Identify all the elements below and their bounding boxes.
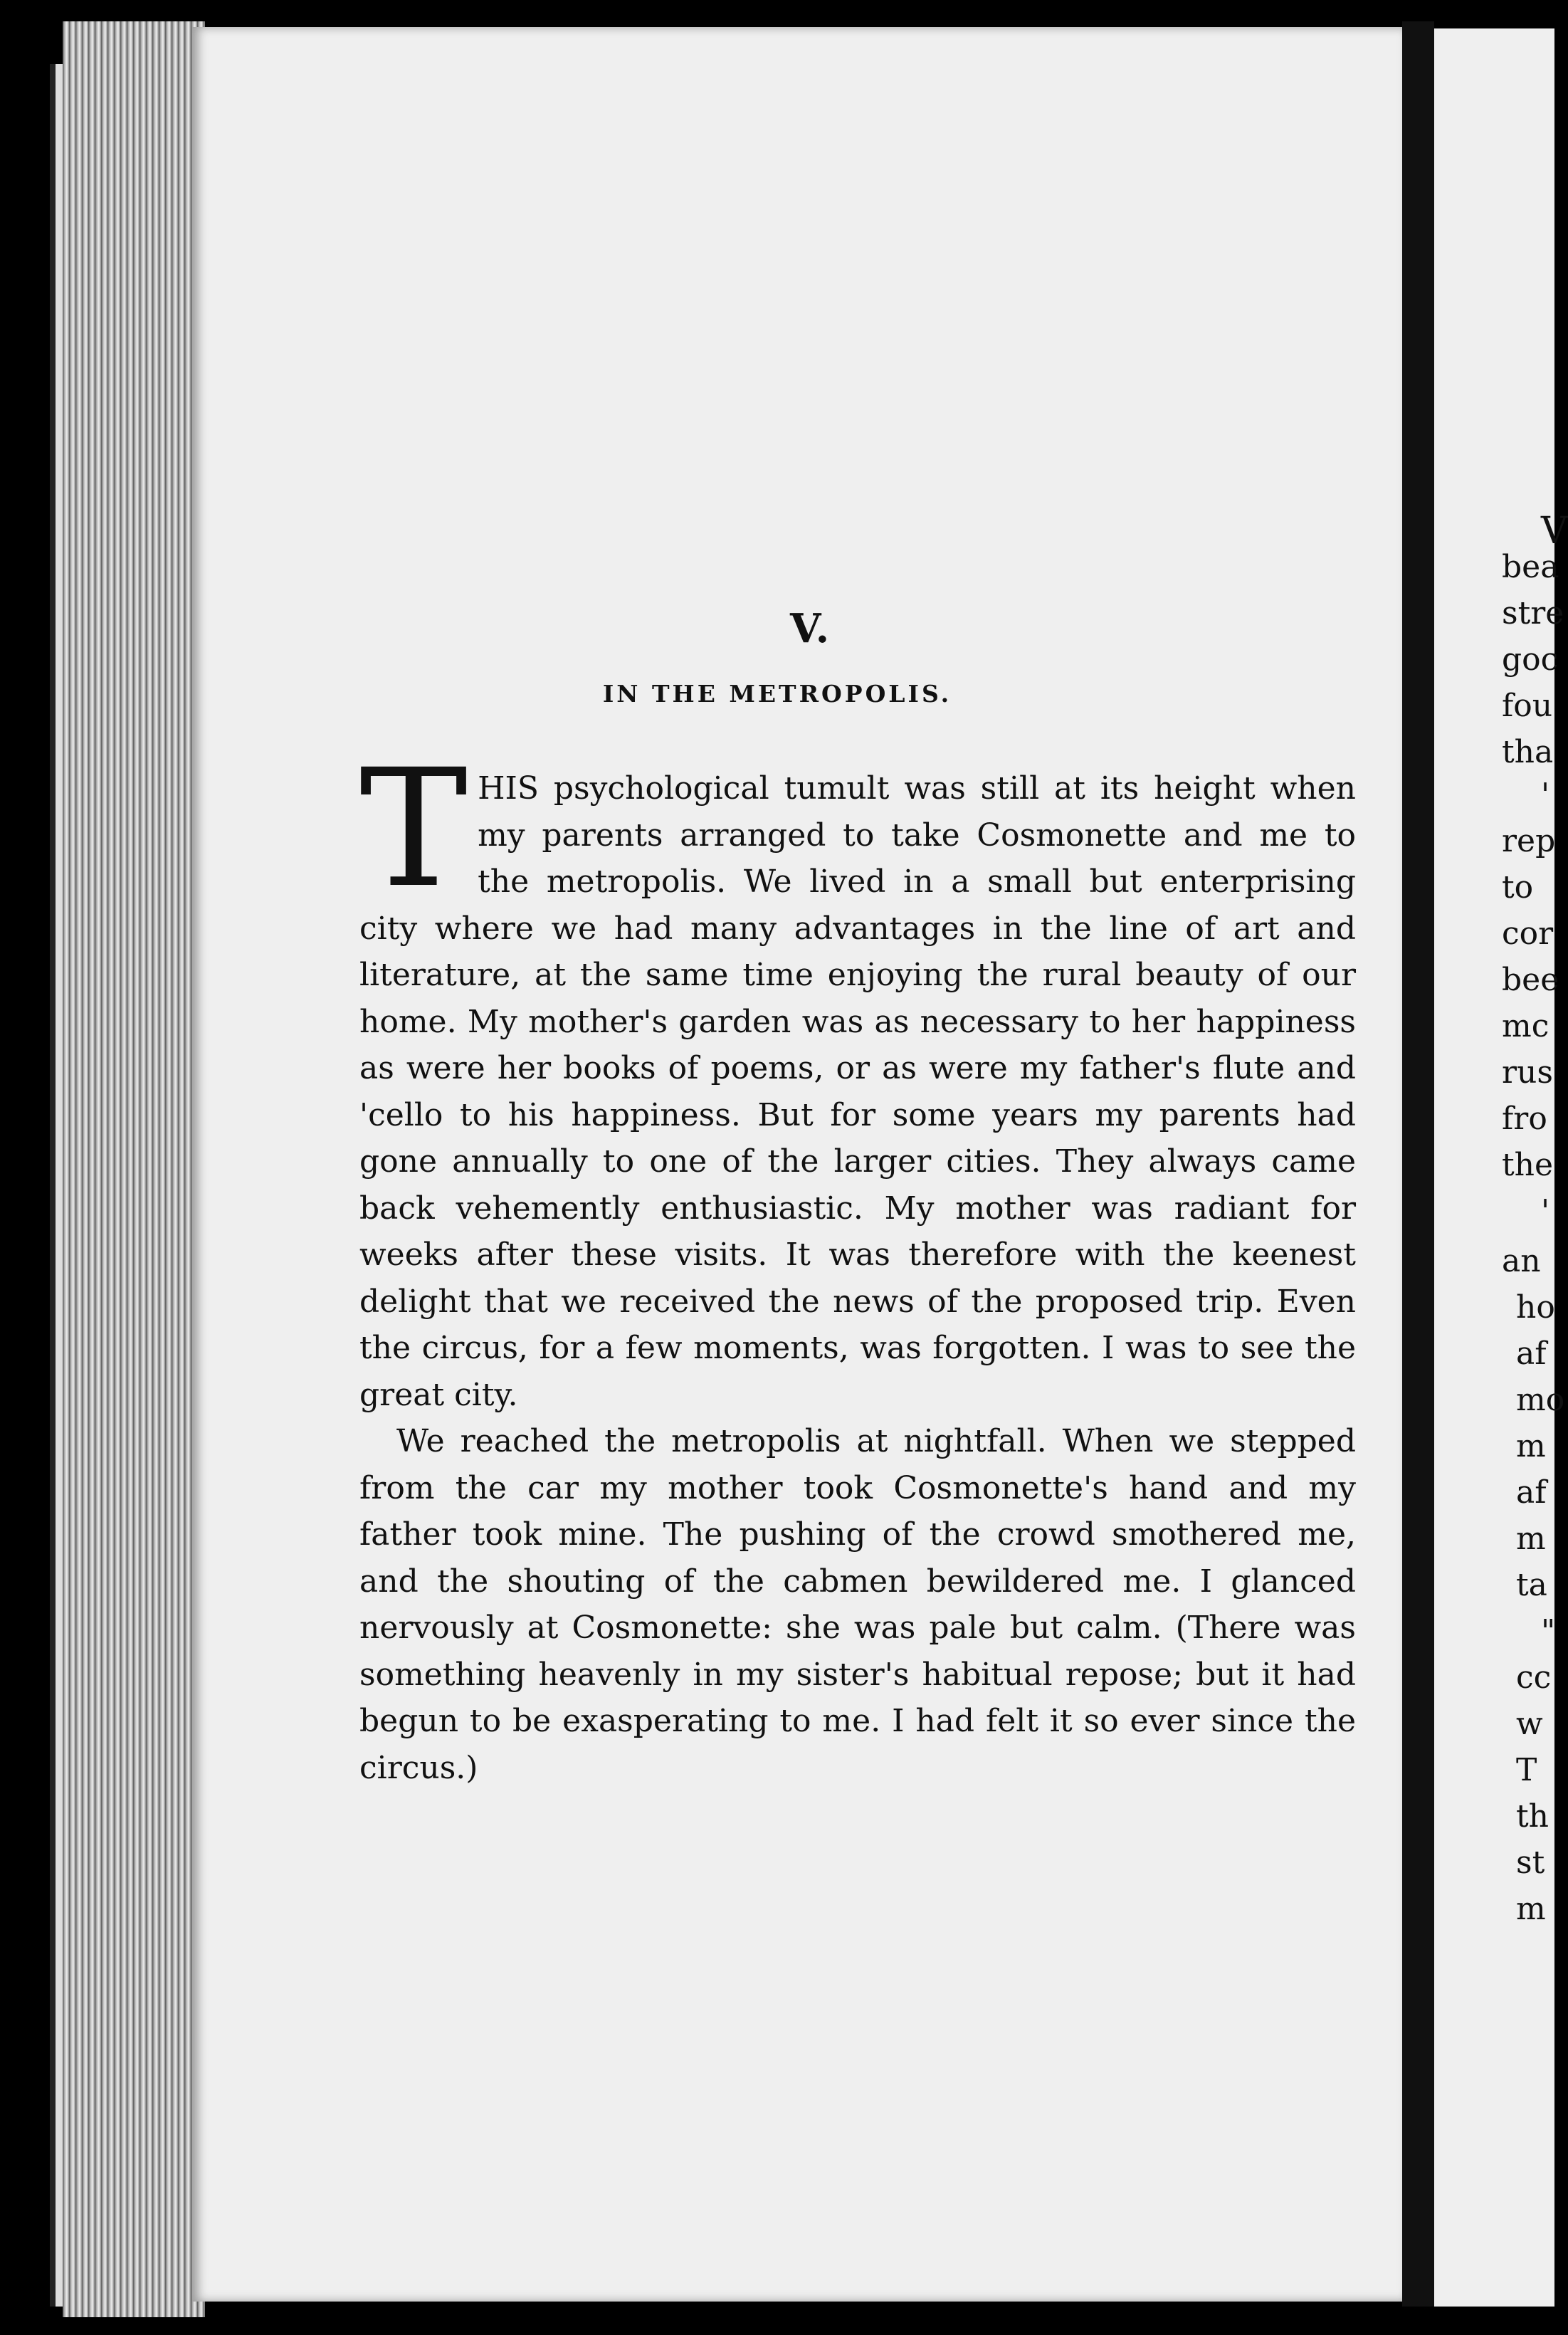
paragraph-1: [359, 734, 1356, 1418]
facing-page-line: the: [1502, 1147, 1554, 1183]
facing-page-line: ": [1541, 1613, 1556, 1649]
facing-page-line: bee: [1502, 962, 1559, 998]
chapter-number: V.: [790, 605, 831, 652]
facing-page-line: bea: [1502, 549, 1559, 585]
paragraph-1-text: psychological tumult was still at its height when my parents arranged to take Cosmonette and me to the metropolis. We lived in a small but enterprising city where we had many advantages in the line of art and literature, at the same time enjoying the rural beauty of our home. My mother's garden was as necessary to her happiness as were her books of poems, or as were my father's flute and 'cello to his happiness. But for some years my parents had gone annually to one of the larger cities. They always came back vehemently enthusiastic. My mother was radiant for weeks after these visits. It was therefore with the keenest delight that we received the news of the proposed trip. Even the circus, for a few moments, was forgotten. I was to see the great city.: [359, 770, 1356, 1413]
facing-page: [1434, 28, 1568, 2307]
paragraph-2: [359, 1418, 1356, 1791]
book-gutter: [1402, 21, 1434, 2307]
facing-page-line: st: [1516, 1845, 1545, 1881]
lead-word: HIS: [478, 770, 539, 807]
facing-page-line: goc: [1502, 641, 1559, 678]
facing-page-line: fou: [1502, 688, 1553, 724]
chapter-title: IN THE METROPOLIS.: [602, 680, 952, 708]
facing-page-line: fro: [1502, 1101, 1547, 1137]
facing-page-line: af: [1516, 1474, 1547, 1511]
facing-page-line: ': [1541, 1193, 1550, 1229]
facing-page-line: T: [1516, 1752, 1537, 1788]
drop-cap: T: [359, 734, 468, 923]
paragraph-2-text: We reached the metropolis at nightfall. When we stepped from the car my mother took Cosmonette's hand and my father took mine. The pushing of the crowd smothered me, and the shouting of the cabmen bewildered me. I glanced nervously at Cosmonette: she was pale but calm. (There was something heavenly in my sister's habitual repose; but it had begun to be exasperating to me. I had felt it so ever since the circus.): [359, 1423, 1356, 1786]
facing-page-line: cor: [1502, 915, 1554, 952]
facing-page-line: m: [1516, 1891, 1546, 1927]
facing-page-line: rep: [1502, 823, 1556, 859]
facing-page-line: w: [1516, 1706, 1543, 1742]
facing-page-line: cc: [1516, 1659, 1552, 1696]
facing-page-line: rus: [1502, 1054, 1553, 1091]
facing-page-line: ': [1541, 777, 1550, 813]
facing-page-line: stre: [1502, 595, 1564, 631]
facing-page-line: to: [1502, 869, 1534, 906]
facing-page-line: af: [1516, 1336, 1547, 1372]
facing-page-line: m: [1516, 1428, 1546, 1464]
page-edges: [63, 21, 205, 2317]
facing-page-line: m: [1516, 1521, 1546, 1557]
facing-page-line: th: [1516, 1798, 1549, 1835]
body-text: [359, 734, 1356, 1791]
facing-page-line: ta: [1516, 1567, 1547, 1603]
facing-page-line: mc: [1502, 1008, 1549, 1044]
facing-page-line: ho: [1516, 1289, 1555, 1326]
facing-page-line: mo: [1516, 1382, 1565, 1418]
facing-page-line: V: [1541, 510, 1568, 552]
facing-page-line: tha: [1502, 734, 1554, 770]
facing-page-line: an: [1502, 1243, 1541, 1279]
